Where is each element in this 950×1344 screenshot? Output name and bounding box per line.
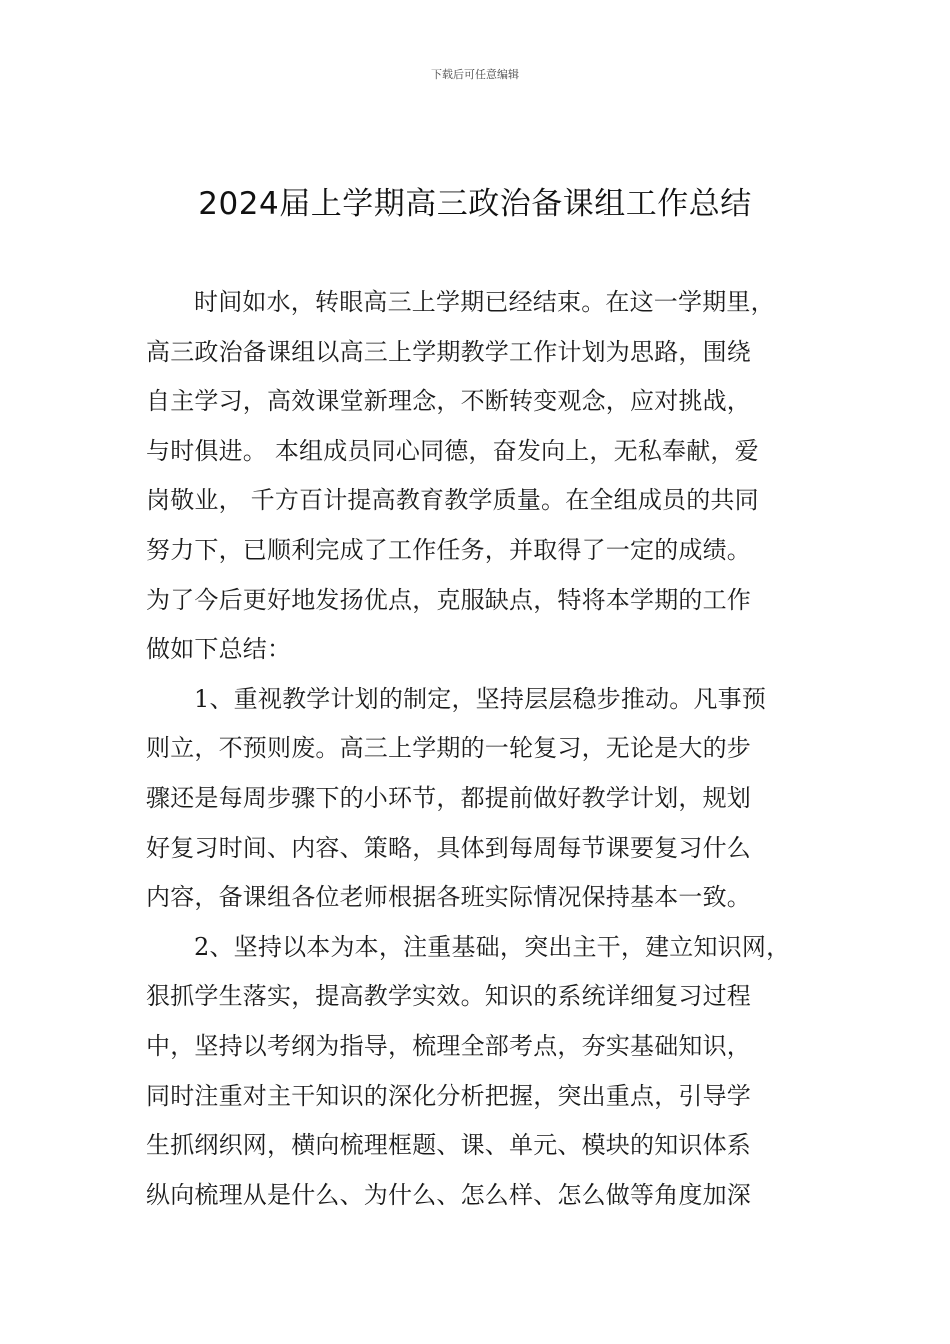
text-line: 自主学习，高效课堂新理念，不断转变观念，应对挑战，: [146, 387, 751, 416]
text-line: 则立，不预则废。高三上学期的一轮复习，无论是大的步: [146, 734, 751, 763]
text-line: 高三政治备课组以高三上学期教学工作计划为思路，围绕: [146, 337, 751, 366]
header-note: 下载后可任意编辑: [431, 68, 519, 81]
paragraph-point-1: [146, 675, 808, 923]
document-title: 2024届上学期高三政治备课组工作总结: [198, 186, 752, 222]
text-line: 纵向梳理从是什么、为什么、怎么样、怎么做等角度加深: [146, 1180, 751, 1209]
text-line: 与时俱进。 本组成员同心同德，奋发向上，无私奉献，爱: [146, 436, 759, 465]
text-line: 狠抓学生落实，提高教学实效。知识的系统详细复习过程: [146, 982, 751, 1011]
text-line: 中，坚持以考纲为指导，梳理全部考点，夯实基础知识，: [146, 1031, 751, 1060]
text-line: 为了今后更好地发扬优点，克服缺点，特将本学期的工作: [146, 585, 751, 614]
paragraph-point-2: [146, 923, 808, 1221]
document-body: [146, 278, 808, 1220]
text-line: 做如下总结：: [146, 635, 292, 664]
text-line: 2、坚持以本为本，注重基础，突出主干，建立知识网，: [194, 932, 791, 961]
text-line: 1、重视教学计划的制定，坚持层层稳步推动。凡事预: [194, 684, 767, 713]
text-line: 同时注重对主干知识的深化分析把握，突出重点，引导学: [146, 1081, 751, 1110]
text-line: 骤还是每周步骤下的小环节，都提前做好教学计划，规划: [146, 783, 751, 812]
text-line: 岗敬业， 千方百计提高教育教学质量。在全组成员的共同: [146, 486, 759, 515]
text-line: 努力下，已顺利完成了工作任务，并取得了一定的成绩。: [146, 535, 751, 564]
text-line: 生抓纲织网，横向梳理框题、课、单元、模块的知识体系: [146, 1131, 751, 1160]
text-line: 好复习时间、内容、策略，具体到每周每节课要复习什么: [146, 833, 751, 862]
text-line: 时间如水，转眼高三上学期已经结束。在这一学期里，: [194, 288, 775, 316]
paragraph-intro: [146, 278, 808, 675]
text-line: 内容，备课组各位老师根据各班实际情况保持基本一致。: [146, 883, 751, 912]
